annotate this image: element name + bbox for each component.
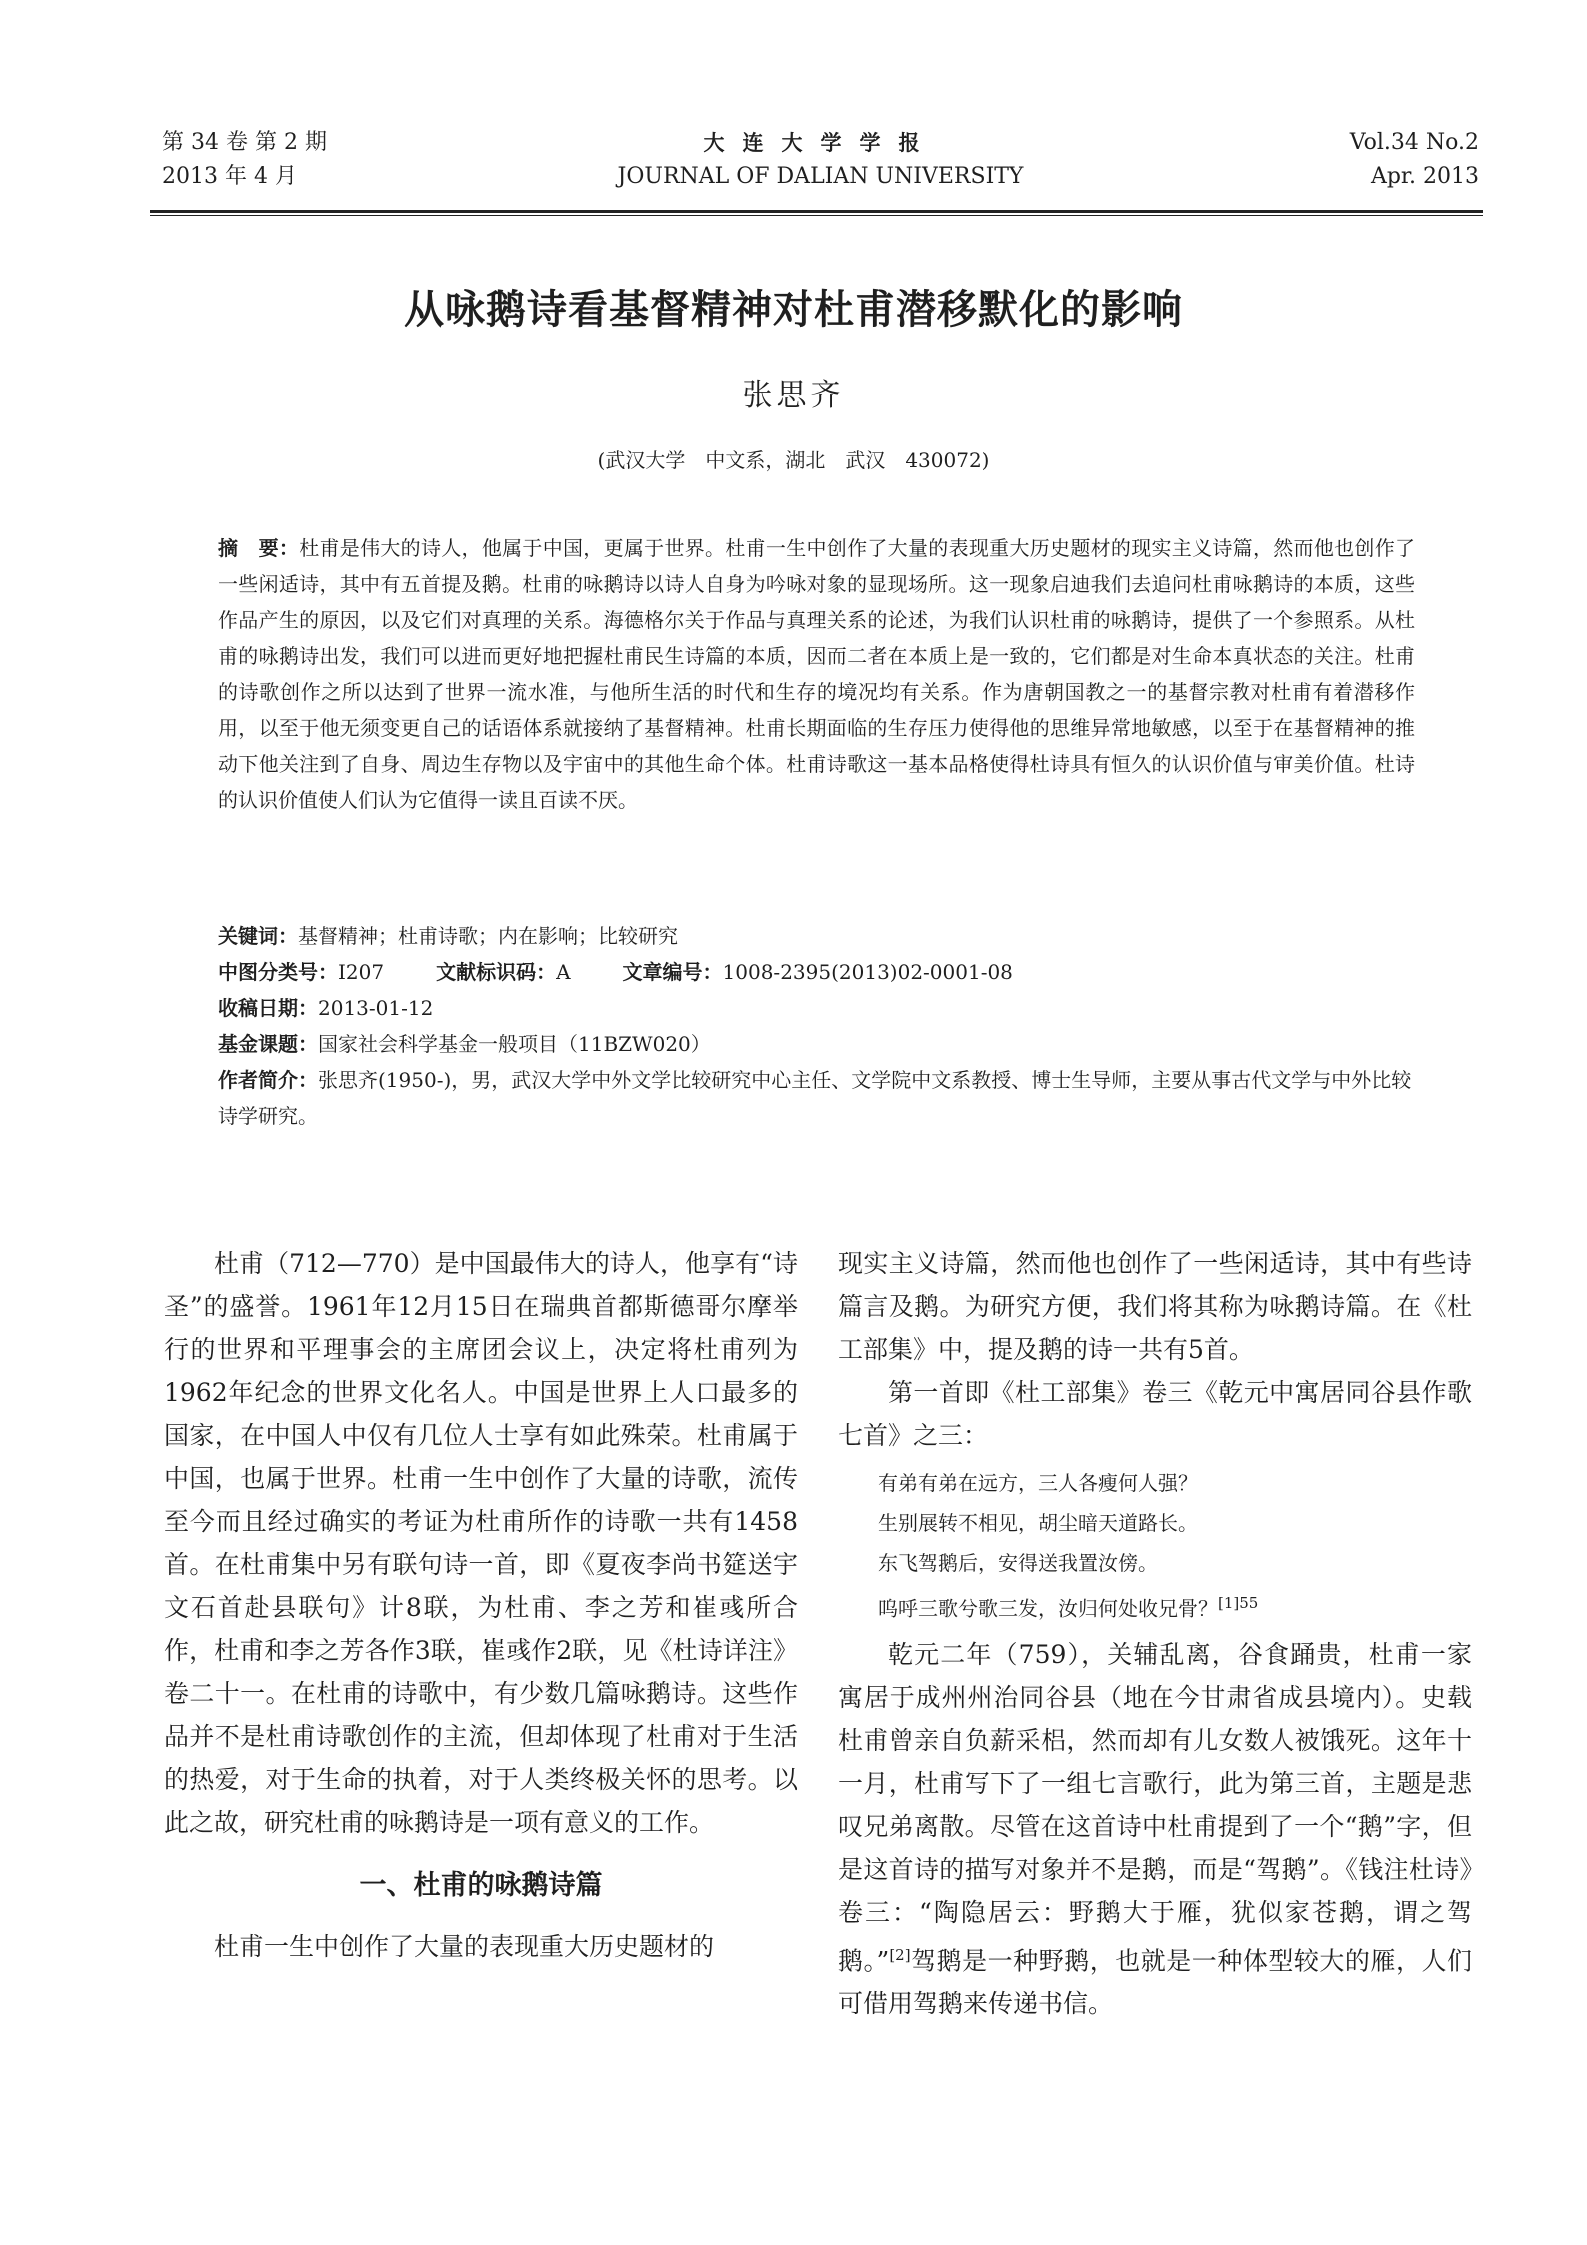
keywords-text: 基督精神；杜甫诗歌；内在影响；比较研究 [298, 924, 678, 948]
body-column-left [164, 1242, 798, 1968]
received-value: 2013-01-12 [318, 996, 434, 1020]
fund-label: 基金课题： [218, 1032, 318, 1056]
poem-line: 东飞驾鹅后，安得送我置汝傍。 [878, 1551, 1158, 1575]
body-paragraph: 第一首即《杜工部集》卷三《乾元中寓居同谷县作歌七首》之三： [838, 1378, 1472, 1450]
author-bio [218, 1062, 1415, 1134]
poem-line-text: 呜呼三歌兮歌三发，汝归何处收兄骨？ [878, 1596, 1218, 1621]
date-cn: 2013 年 4 月 [162, 164, 297, 189]
body-paragraph [838, 1633, 1472, 2025]
body-text: 乾元二年（759），关辅乱离，谷食踊贵，杜甫一家寓居于成州州治同谷县（地在今甘肃省成县境内）。史载杜甫曾亲自负薪采梠，然而却有儿女数人被饿死。这年十一月，杜甫写下了一组七言歌行，此为第三首，主题是悲叹兄弟离散。尽管在这首诗中杜甫提到了一个“鹅”字，但是这首诗的描写对象并不是鹅，而是“驾鹅”。《钱注杜诗》卷三：“陶隐居云：野鹅大于雁，犹似家苍鹅，谓之驾鹅。” [838, 1639, 1472, 1975]
article-number-value: 1008-2395(2013)02-0001-08 [722, 960, 1013, 984]
header-rule-thin [150, 215, 1483, 216]
body-text: 驾鹅是一种野鹅，也就是一种体型较大的雁，人们可借用驾鹅来传递书信。 [838, 1945, 1472, 2018]
author-name: 张思齐 [742, 378, 845, 413]
author-affiliation: (武汉大学 中文系，湖北 武汉 430072) [597, 448, 990, 472]
abstract [218, 530, 1415, 818]
section-heading: 一、杜甫的咏鹅诗篇 [359, 1870, 603, 1901]
running-header [162, 126, 1479, 204]
abstract-text: 杜甫是伟大的诗人，他属于中国，更属于世界。杜甫一生中创作了大量的表现重大历史题材的现实主义诗篇，然而他也创作了一些闲适诗，其中有五首提及鹅。杜甫的咏鹅诗以诗人自身为吟咏对象的显现场所。这一现象启迪我们去追问杜甫咏鹅诗的本质，这些作品产生的原因，以及它们对真理的关系。海德格尔关于作品与真理关系的论述，为我们认识杜甫的咏鹅诗，提供了一个参照系。从杜甫的咏鹅诗出发，我们可以进而更好地把握杜甫民生诗篇的本质，因而二者在本质上是一致的，它们都是对生命本真状态的关注。杜甫的诗歌创作之所以达到了世界一流水准，与他所生活的时代和生存的境况均有关系。作为唐朝国教之一的基督宗教对杜甫有着潜移作用，以至于他无须变更自己的话语体系就接纳了基督精神。杜甫长期面临的生存压力使得他的思维异常地敏感，以至于在基督精神的推动下他关注到了自身、周边生存物以及宇宙中的其他生命个体。杜甫诗歌这一基本品格使得杜诗具有恒久的认识价值与审美价值。杜诗的认识价值使人们认为它值得一读且百读不厌。 [218, 536, 1416, 812]
clc-value: I207 [338, 960, 385, 984]
citation: [2] [889, 1945, 911, 1964]
poem-line [878, 1583, 1472, 1629]
poem-line: 生别展转不相见，胡尘暗天道路长。 [878, 1511, 1198, 1535]
journal-name-cn: 大连大学学报 [703, 130, 938, 155]
poem-line: 有弟有弟在远方，三人各瘦何人强？ [878, 1471, 1198, 1495]
header-right [1350, 126, 1479, 194]
classification-line [218, 954, 1415, 990]
header-center [162, 126, 1479, 194]
poem-quote [878, 1463, 1472, 1629]
keywords [218, 918, 1415, 954]
fund-project [218, 1026, 1415, 1062]
fund-value: 国家社会科学基金一般项目（11BZW020） [318, 1032, 711, 1056]
body-paragraph: 现实主义诗篇，然而他也创作了一些闲适诗，其中有些诗篇言及鹅。为研究方便，我们将其称为咏鹅诗篇。在《杜工部集》中，提及鹅的诗一共有5首。 [838, 1249, 1472, 1364]
doc-code-value: A [556, 960, 571, 984]
keywords-label: 关键词： [218, 924, 298, 948]
body-paragraph: 杜甫一生中创作了大量的表现重大历史题材的 [214, 1932, 715, 1961]
doc-code-label: 文献标识码： [436, 960, 557, 984]
date-en: Apr. 2013 [1370, 164, 1479, 189]
article-number-label: 文章编号： [622, 960, 723, 984]
volume-issue-en: Vol.34 No.2 [1349, 130, 1479, 155]
bio-label: 作者简介： [218, 1068, 318, 1092]
journal-name-en: JOURNAL OF DALIAN UNIVERSITY [617, 164, 1024, 189]
received-date [218, 990, 1415, 1026]
body-paragraph: 杜甫（712—770）是中国最伟大的诗人，他享有“诗圣”的盛誉。1961年12月15日在瑞典首都斯德哥尔摩举行的世界和平理事会的主席团会议上，决定将杜甫列为1962年纪念的世界文化名人。中国是世界上人口最多的国家，在中国人中仅有几位人士享有如此殊荣。杜甫属于中国，也属于世界。杜甫一生中创作了大量的诗歌，流传至今而且经过确实的考证为杜甫所作的诗歌一共有1458首。在杜甫集中另有联句诗一首，即《夏夜李尚书筵送宇文石首赴县联句》计8联，为杜甫、李之芳和崔彧所合作，杜甫和李之芳各作3联，崔彧作2联，见《杜诗详注》卷二十一。在杜甫的诗歌中，有少数几篇咏鹅诗。这些作品并不是杜甫诗歌创作的主流，但却体现了杜甫对于生活的热爱，对于生命的执着，对于人类终极关怀的思考。以此之故，研究杜甫的咏鹅诗是一项有意义的工作。 [164, 1249, 798, 1837]
article-title: 从咏鹅诗看基督精神对杜甫潜移默化的影响 [404, 287, 1183, 333]
body-column-right [838, 1242, 1472, 2025]
volume-issue-cn: 第 34 卷 第 2 期 [162, 130, 327, 155]
bio-text: 张思齐(1950-)，男，武汉大学中外文学比较研究中心主任、文学院中文系教授、博士生导师，主要从事古代文学与中外比较诗学研究。 [218, 1068, 1412, 1128]
clc-label: 中图分类号： [218, 960, 338, 984]
citation: [1]55 [1218, 1594, 1259, 1612]
received-label: 收稿日期： [218, 996, 318, 1020]
abstract-label: 摘 要： [218, 536, 300, 560]
header-rule-thick [150, 210, 1483, 213]
